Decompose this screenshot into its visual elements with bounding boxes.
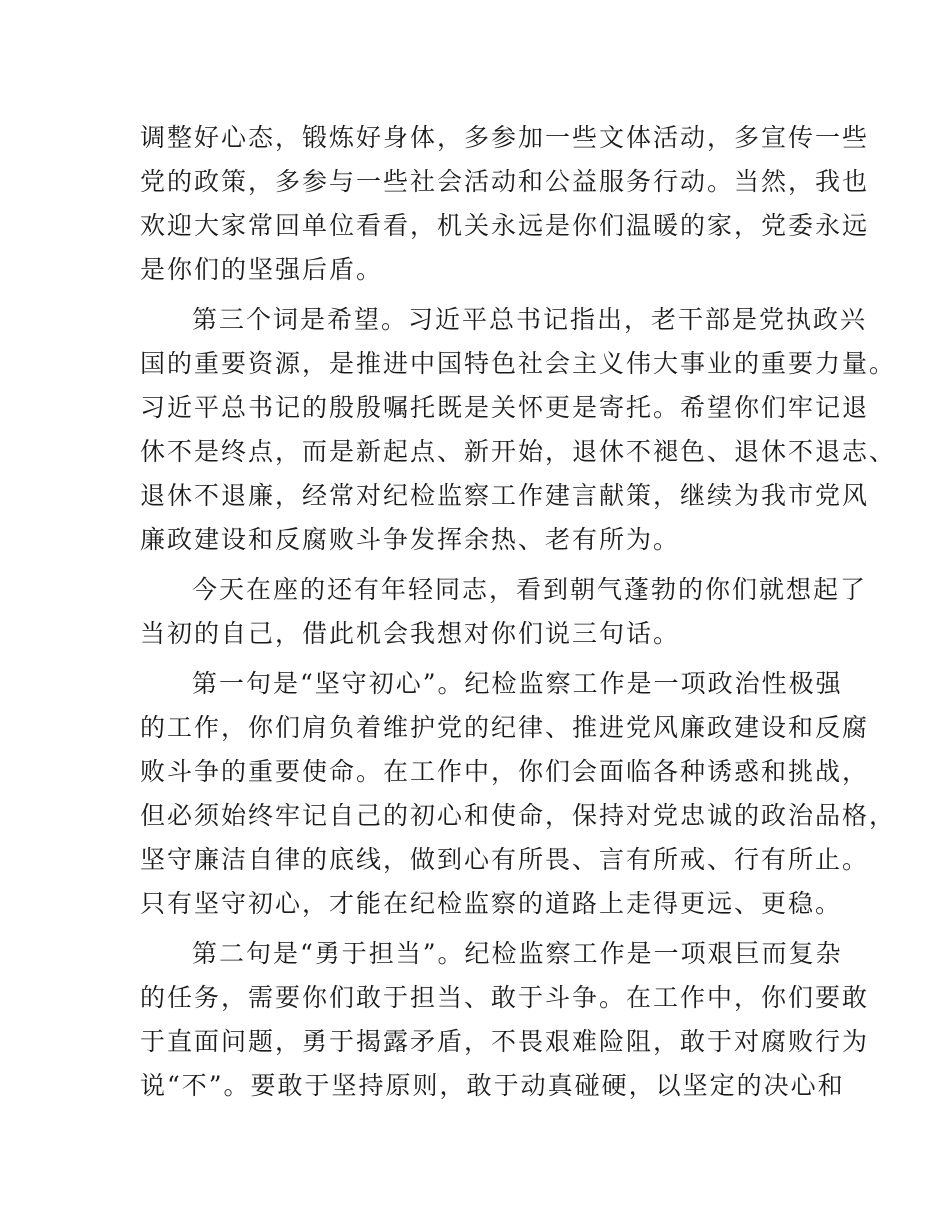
text-line: 调整好心态，锻炼好身体，多参加一些文体活动，多宣传一些 [140,123,870,152]
document-body [140,116,897,1108]
text-line: 当初的自己，借此机会我想对你们说三句话。 [140,619,681,648]
text-line: 习近平总书记的殷殷嘱托既是关怀更是寄托。希望你们牢记退 [140,393,870,422]
text-line: 的任务，需要你们敢于担当、敢于斗争。在工作中，你们要敢 [140,983,870,1012]
paragraph-continuation [140,116,870,292]
text-line: 退休不退廉，经常对纪检监察工作建言献策，继续为我市党风 [140,481,870,510]
paragraph-second-sentence [140,932,870,1108]
text-line: 第二句是“勇于担当”。纪检监察工作是一项艰巨而复杂 [192,939,843,968]
text-line: 是你们的坚强后盾。 [140,255,384,284]
text-line: 坚守廉洁自律的底线，做到心有所畏、言有所戒、行有所止。 [140,845,870,874]
text-line: 第三个词是希望。习近平总书记指出，老干部是党执政兴 [192,305,868,334]
text-line: 党的政策，多参与一些社会活动和公益服务行动。当然，我也 [140,167,870,196]
text-line: 第一句是“坚守初心”。纪检监察工作是一项政治性极强 [192,669,843,698]
text-line: 今天在座的还有年轻同志，看到朝气蓬勃的你们就想起了 [192,575,868,604]
text-line: 败斗争的重要使命。在工作中，你们会面临各种诱惑和挑战， [140,757,870,786]
text-line: 欢迎大家常回单位看看，机关永远是你们温暖的家，党委永远 [140,211,870,240]
text-line: 国的重要资源，是推进中国特色社会主义伟大事业的重要力量。 [140,349,897,378]
text-line: 休不是终点，而是新起点、新开始，退休不褪色、退休不退志、 [140,437,897,466]
text-line: 的工作，你们肩负着维护党的纪律、推进党风廉政建设和反腐 [140,713,870,742]
text-line: 廉政建设和反腐败斗争发挥余热、老有所为。 [140,525,681,554]
paragraph-young-comrades [140,568,868,656]
text-line: 只有坚守初心，才能在纪检监察的道路上走得更远、更稳。 [140,889,843,918]
text-line: 于直面问题，勇于揭露矛盾，不畏艰难险阻，敢于对腐败行为 [140,1027,870,1056]
paragraph-first-sentence [140,662,897,926]
text-line: 说“不”。要敢于坚持原则，敢于动真碰硬，以坚定的决心和 [140,1071,845,1100]
text-line: 但必须始终牢记自己的初心和使命，保持对党忠诚的政治品格， [140,801,897,830]
paragraph-hope [140,298,897,562]
